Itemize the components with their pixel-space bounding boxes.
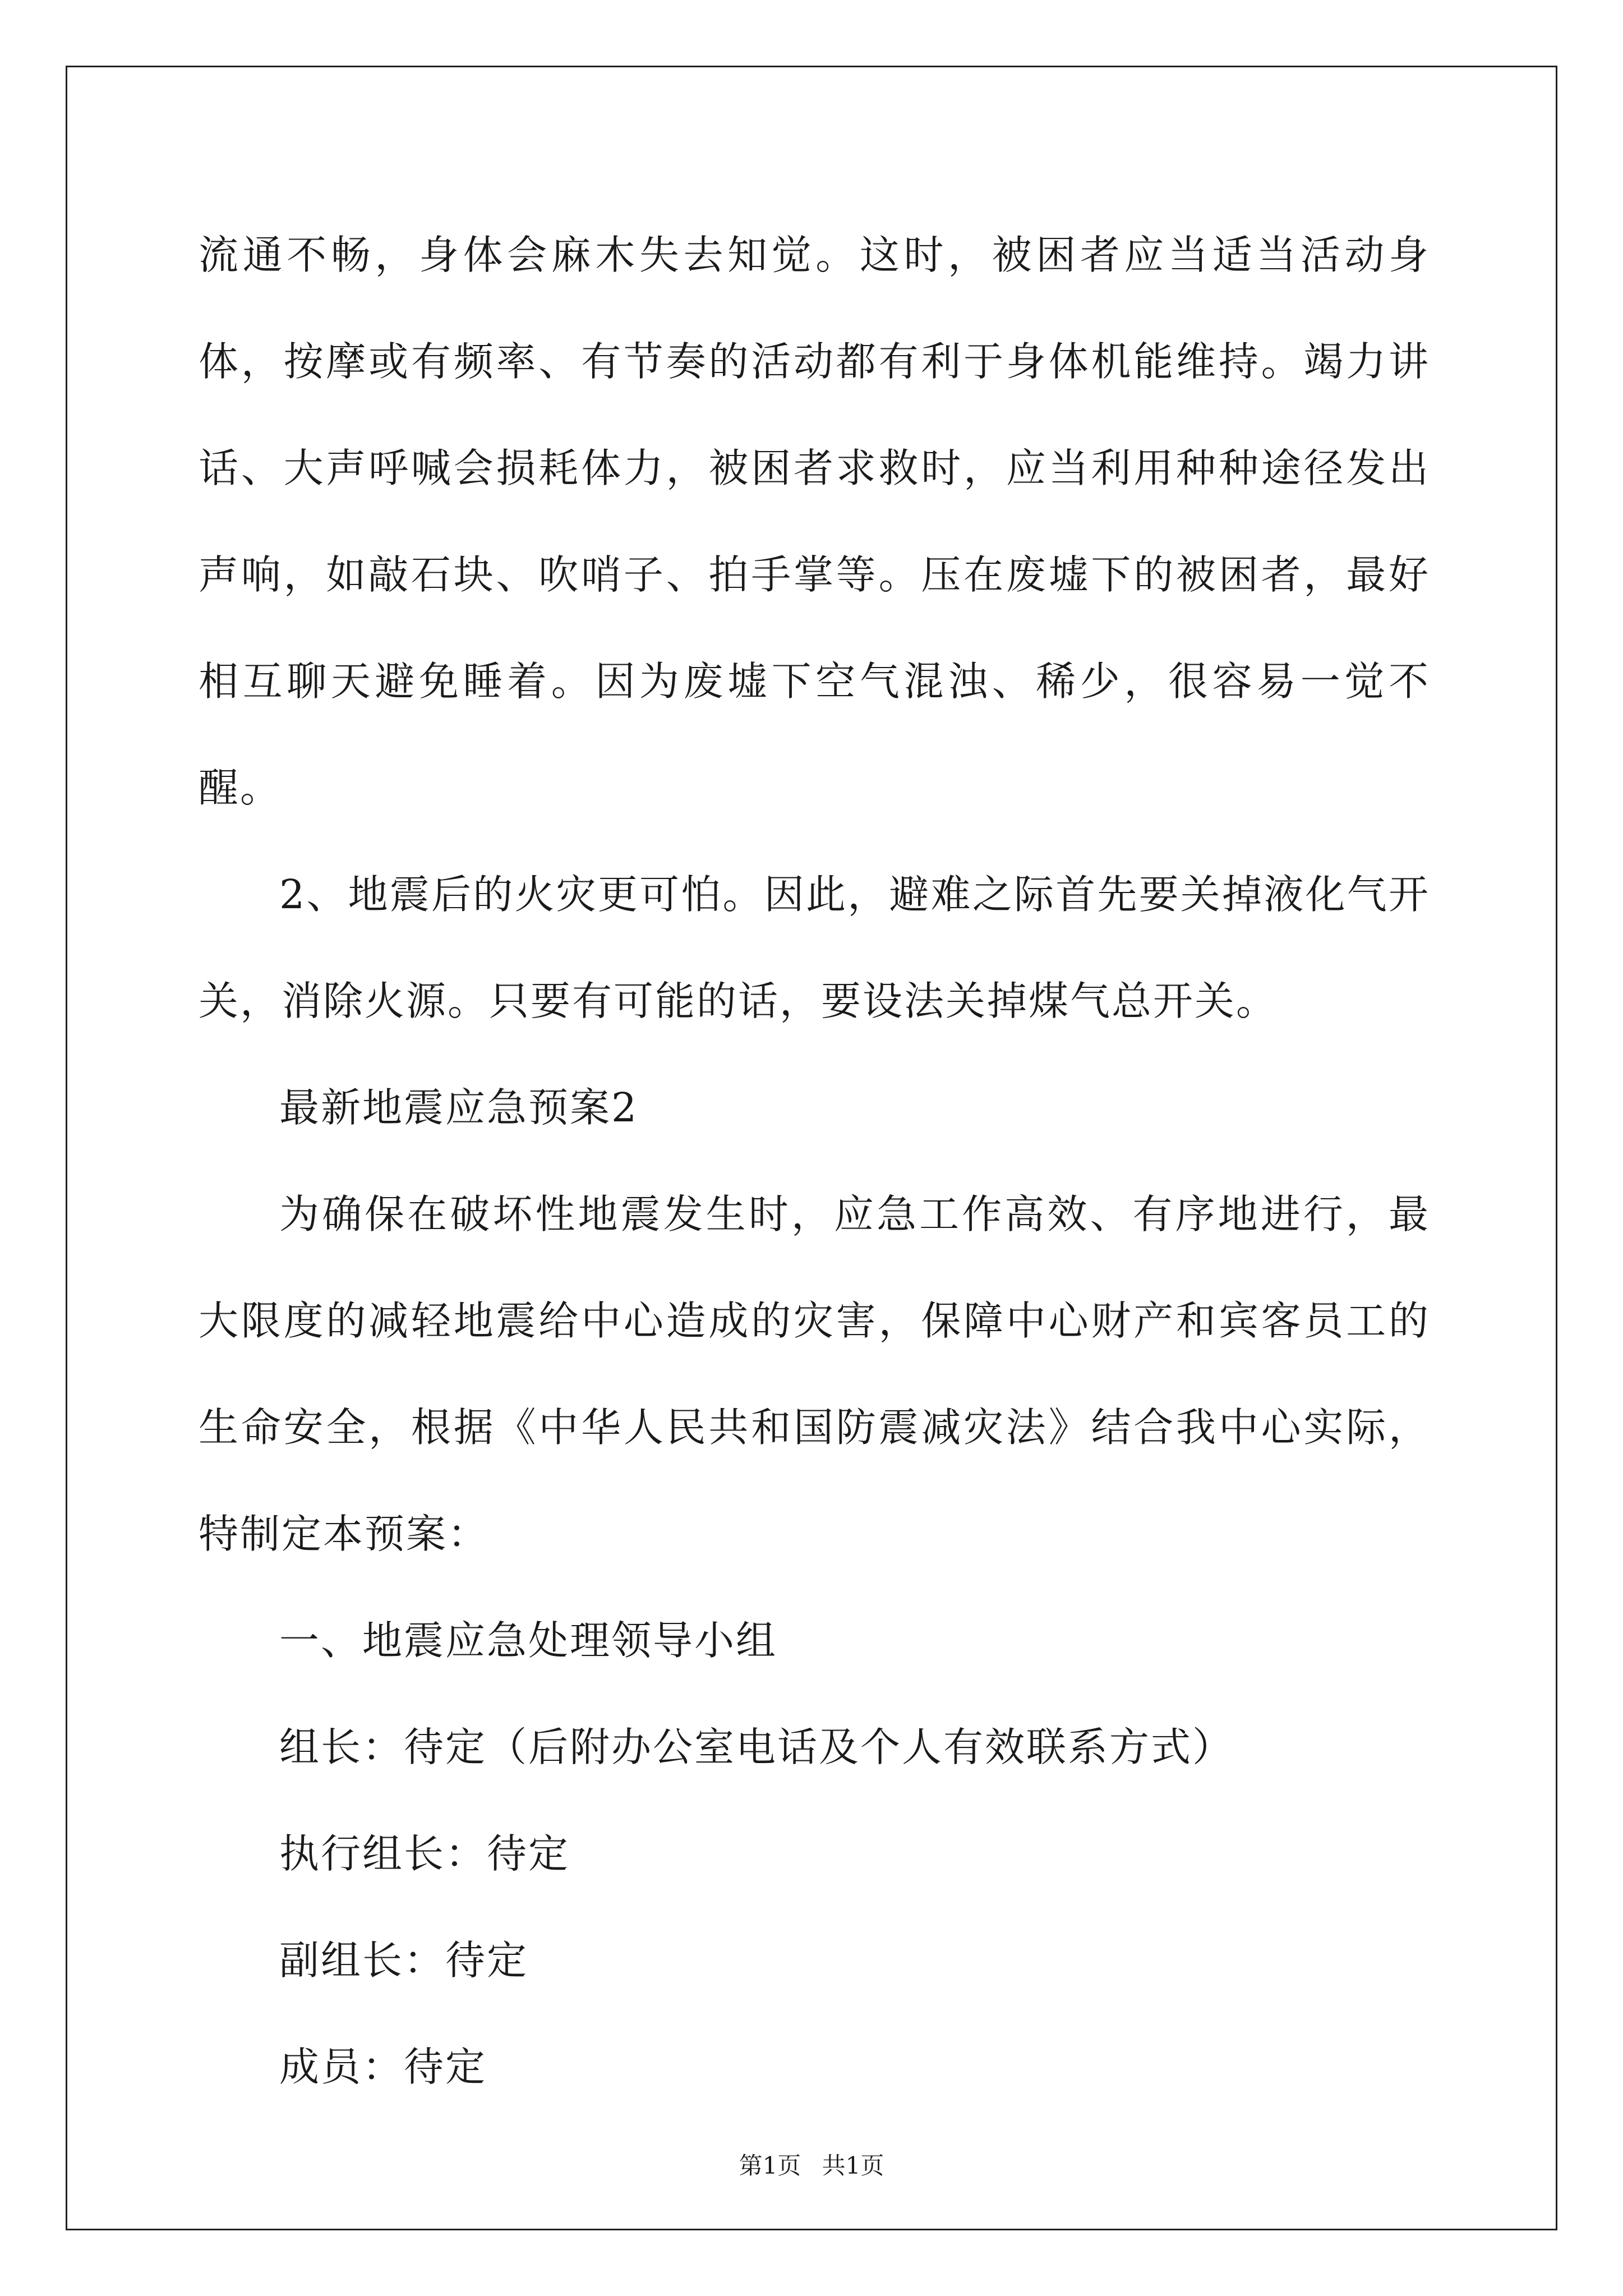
paragraph-2: 2、地震后的火灾更可怕。因此，避难之际首先要关掉液化气开关，消除火源。只要有可能的话，要设法关掉煤气总开关。 <box>199 871 1430 1024</box>
document-body <box>199 202 1430 2120</box>
list-item: 组长：待定（后附办公室电话及个人有效联系方式） <box>279 1724 1234 1770</box>
page-total: 共1页 <box>822 2152 884 2179</box>
list-item: 执行组长：待定 <box>279 1830 570 1877</box>
section-title: 最新地震应急预案2 <box>279 1084 639 1131</box>
paragraph-1: 流通不畅，身体会麻木失去知觉。这时，被困者应当适当活动身体，按摩或有频率、有节奏的活动都有利于身体机能维持。竭力讲话、大声呼喊会损耗体力，被困者求救时，应当利用种种途径发出声响，如敲石块、吹哨子、拍手掌等。压在废墟下的被困者，最好相互聊天避免睡着。因为废墟下空气混浊、稀少，很容易一觉不醒。 <box>199 232 1430 811</box>
section-heading: 一、地震应急处理领导小组 <box>279 1617 778 1664</box>
page-number: 第1页 <box>739 2152 801 2179</box>
paragraph-3: 为确保在破坏性地震发生时，应急工作高效、有序地进行，最大限度的减轻地震给中心造成的灾害，保障中心财产和宾客员工的生命安全，根据《中华人民共和国防震减灾法》结合我中心实际，特制定本预案： <box>199 1191 1430 1557</box>
list-item: 副组长：待定 <box>279 1937 529 1984</box>
list-item: 成员：待定 <box>279 2044 487 2090</box>
page-footer <box>0 2147 1623 2181</box>
